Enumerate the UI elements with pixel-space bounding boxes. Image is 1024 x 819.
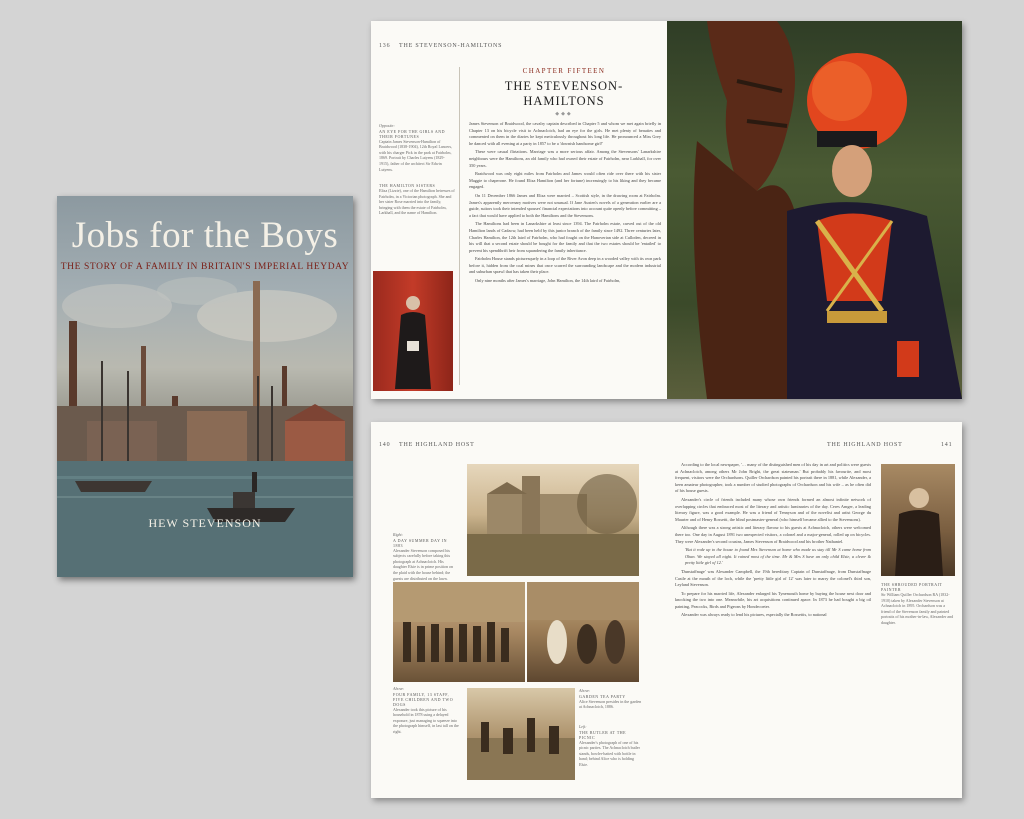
paragraph: These were casual flirtations. Marriage was a more serious affair. Among the Stevensons' Lanarkshire neighbours were the Hamiltons, an old family who had owned their estate of Fairholm, near Larkhall, for over 350 years. xyxy=(469,149,661,168)
cover-title: Jobs for the Boys xyxy=(71,215,339,256)
chapter-title: THE STEVENSON-HAMILTONS xyxy=(504,79,624,108)
household-picture xyxy=(393,582,525,682)
paragraph: Braidwood was only eight miles from Fairholm and James would often ride over there with his sister Maggie to chaperone. He found Eliza Hamilton (and her fortune) increasingly to his liking and they became engaged. xyxy=(469,171,661,190)
paragraph: To prepare for his married life, Alexander enlarged his Tynemouth home by buying the house next door and knocking the two into one. Meanwhile, his art acquisitions continued apace. In 1873 he had bought a big oil painting, Peacocks, Birds and Pigeons by Hondecoeter. xyxy=(675,590,871,609)
caption-summer-day: Right: A DAY SUMMER DAY IN 1883 Alexander Stevenson composed his subjects carefully before taking this photograph at Achnacloich. His daughter Elsie is in prime position on the plaid with the house behind; the guests are distributed on the lawn. xyxy=(393,532,453,581)
painting-artwork xyxy=(667,21,962,399)
paragraph: 'Dunstaffnage' was Alexander Campbell, the 19th hereditary Captain of Dunstaffnage, from Dunstaffnage Castle at the mouth of the loch, while the 'pretty little girl of 12' was later to marry the colonel's third son, Leyland Stevenson. xyxy=(675,568,871,588)
page-number: 136 xyxy=(379,43,391,49)
photo-butler-picnic xyxy=(467,688,575,780)
paragraph: Alexander was always ready to lend his pictures, especially the Rossettis, to national xyxy=(681,612,827,618)
quoted-diary: 'But it rode up to the house to found Mrs Stevenson at home who made us stay till Mr S came home from Oban. We stayed all night. It rained most of the time. Mr & Mrs S have an only child Elsie, a clever & pretty little girl of 12.' xyxy=(685,547,871,566)
tea-party-picture xyxy=(527,582,639,682)
spread-highland-host xyxy=(371,422,962,798)
caption-opposite: Opposite: AN EYE FOR THE GIRLS AND THEIR FORTUNES Captain James Stevenson-Hamilton of Braidwood (1838-1904), 12th Royal Lancers, with his charger Pick in the park at Fairholm, 1869. Portrait by Charles Lutyens (1829-1915), father of the architect Sir Edwin Lutyens. xyxy=(379,123,453,172)
photo-orchardson-portrait xyxy=(881,464,955,576)
photo-household-staff xyxy=(393,582,525,682)
paragraph: Only nine months after James's marriage, John Hamilton, the 14th laird of Fairholm, xyxy=(475,278,621,284)
paragraph: Fairholm House stands picturesquely in a loop of the River Avon deep in a wooded valley with its own park before it, hidden from the coal mines that once scarred the surrounding landscape and the modern industrial and suburban sprawl that has taken their place. xyxy=(469,256,661,275)
cover-author: HEW STEVENSON xyxy=(148,516,262,530)
spread-stevenson-hamiltons xyxy=(371,21,962,399)
caption-household: Above: FOUR FAMILY, 13 STAFF, FIVE CHILDREN AND TWO DOGS Alexander took this picture of his household in 1878 using a delayed exposure, just managing to squeeze into the photograph himself, in last tall on the right. xyxy=(393,686,459,734)
running-head-right: THE HIGHLAND HOST xyxy=(827,442,903,448)
page-number-left: 140 xyxy=(379,442,391,448)
paragraph: James Stevenson of Braidwood, the cavalry captain described in Chapter 5 and whom we met again briefly in Chapter 13 on his bicycle visit to Achnacloich, had an eye for the girls. He met plenty of beauties and commented on them in the diaries he kept meticulously throughout his long life. He pronounced a Miss Grey he danced with all evening at a party in 1857 to be a 'downish handsome girl!' xyxy=(469,121,661,146)
portrait-painting-officer-with-horse xyxy=(667,21,962,399)
book-cover xyxy=(57,196,353,577)
ornament: ◆◆◆ xyxy=(555,112,573,117)
paragraph: On 11 December 1866 James and Eliza were married – Scottish style, in the drawing room at Fairholm. James's apparently mercenary motives were not unusual. If Jane Austen's novels of a generation earlier are a guide, suitors took their intended spouses' financial expectations into account quite openly before committing – a fact that would have applied to both the Hamiltons and the Stevensons. xyxy=(469,192,661,218)
cover-subtitle: THE STORY OF A FAMILY IN BRITAIN'S IMPERIAL HEYDAY xyxy=(60,262,350,272)
column-rule xyxy=(459,67,460,385)
orchardson-picture xyxy=(881,464,955,576)
photo-garden-tea-party xyxy=(527,582,639,682)
running-head-left: THE HIGHLAND HOST xyxy=(399,442,475,448)
page-number-right: 141 xyxy=(941,442,953,448)
chapter-label: CHAPTER FIFTEEN xyxy=(522,67,606,75)
house-picture xyxy=(467,464,639,576)
caption-sisters: THE HAMILTON SISTERS Eliza (Lizzie), one of the Hamilton heiresses of Fairholm, in a Victorian photograph. She and her sister Rose married into the family, bringing with them the estate of Fairholm, Larkhall, and the name of Hamilton. xyxy=(379,183,455,216)
highland-host-body xyxy=(675,462,871,619)
caption-butler: Left: THE BUTLER AT THE PICNIC Alexander's photograph of one of his picnic parties. The Achnacloich butler stands, bowler-hatted with bottle in hand; behind Alice who is holding Elsie. xyxy=(579,724,640,767)
picnic-picture xyxy=(467,688,575,780)
paragraph: The Hamiltons had been in Lanarkshire at least since 1394. The Fairholm estate, carved out of the old Hamilton lands of Cadzow, had been held by this junior branch of the family since 1492. Three centuries later, Charles Hamilton, the 12th laird of Fairholm, who had fought on the Hanoverian side at Culloden, decreed in his will that a second estate should be bought for the family and that the two estates should be 'entailed' to prevent his spendthrift heir from squandering the family inheritance. xyxy=(469,221,661,253)
running-head: THE STEVENSON-HAMILTONS xyxy=(399,43,503,49)
chapter-body xyxy=(469,121,661,285)
caption-portrait-painter: THE SHROUDED PORTRAIT PAINTER Sir William Quiller Orchardson RA (1832-1910) taken by Alexander Stevenson at Achnacloich in 1895. Orchardson was a friend of the Stevenson family and painted portraits of his mother-in-law, Alexander and daughter. xyxy=(881,582,954,625)
photo-achnacloich-house xyxy=(467,464,639,576)
paragraph: Although there was a strong artistic and literary flavour to his guests at Achnacloich, others were welcomed there too. One day in August 1891 two unexpected visitors, a colonel and a major-general, rolled up on bicycles. They were Alexander's second cousins, James Stevenson of Braidwood and his brother Nathaniel. xyxy=(675,525,871,544)
woman-figure xyxy=(373,271,453,391)
paragraph: Alexander's circle of friends included many whose own friends formed an almost infinite network of overlapping circles that embraced most of the literary and artistic luminaries of the day. Ceres Amger, a leading literary figure, was a good example. He was a friend of Tennyson and of the novelist and artist George du Maurier and of Henry Rossetti, the blind postmaster-general (who himself became allied to the Stevensons). xyxy=(675,496,871,522)
caption-garden-party: Above: GARDEN TEA PARTY Alice Stevenson presides in the garden at Achnacloich, 1886. xyxy=(579,688,642,710)
photo-woman-in-black xyxy=(373,271,453,391)
paragraph: According to the local newspaper, '… many of the distinguished men of his day in art and politics were guests at Achnacloich, among others Mr John Bright, the great statesman.' But probably his favourite, and most frequent, visitors were the Orchardsons. Quiller Orchardson painted his portrait there in 1881, while Alexander, a keen amateur photographer, took a number of studied photographs of Orchardson and his wife – as he often did of his house guests. xyxy=(675,462,871,494)
